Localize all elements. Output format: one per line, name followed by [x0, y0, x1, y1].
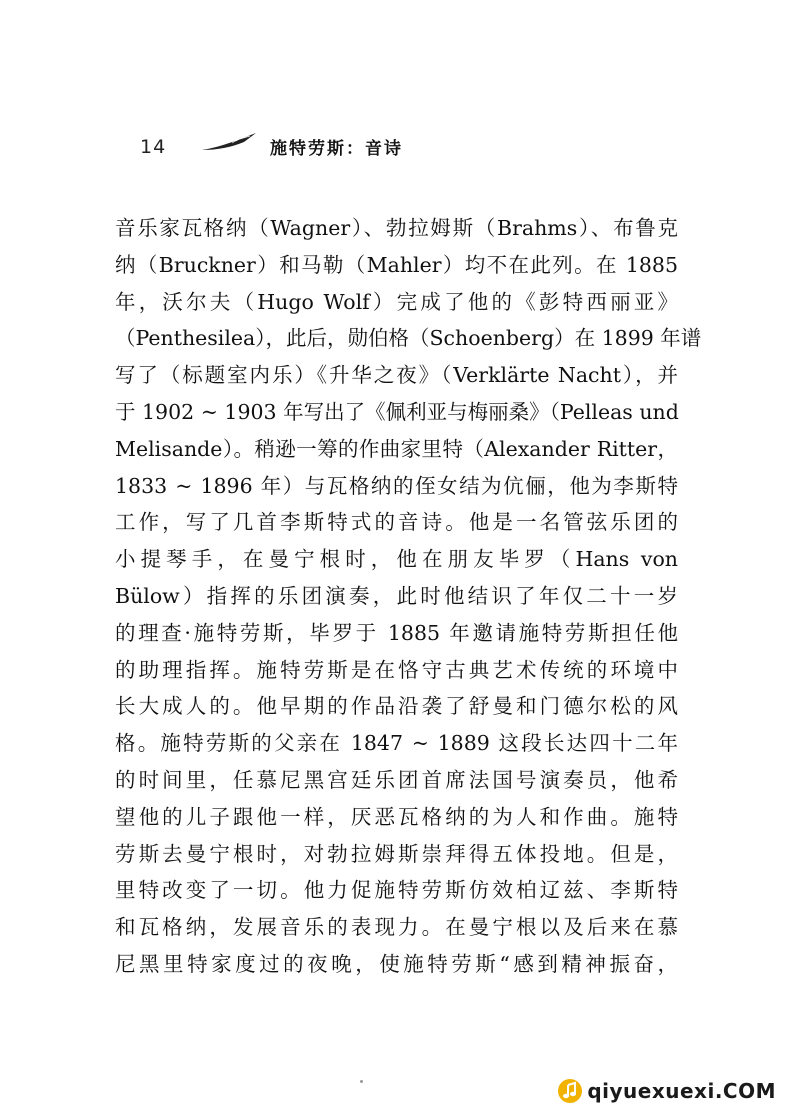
text-line: 长大成人的。他早期的作品沿袭了舒曼和门德尔松的风 [115, 694, 678, 719]
text-line: 1833 ~ 1896 年）与瓦格纳的侄女结为伉俪，他为李斯特 [115, 473, 678, 498]
text-line: 小提琴手，在曼宁根时，他在朋友毕罗（Hans von [115, 547, 678, 572]
body-paragraph [115, 210, 702, 983]
text-line: 里特改变了一切。他力促施特劳斯仿效柏辽兹、李斯特 [115, 878, 678, 903]
text-line: Bülow）指挥的乐团演奏，此时他结识了年仅二十一岁 [115, 583, 678, 608]
text-line: 音乐家瓦格纳（Wagner）、勃拉姆斯（Brahms）、布鲁克 [115, 216, 678, 240]
watermark-text: qiyuexuexi.COM [587, 1079, 776, 1103]
page-number: 14 [140, 136, 167, 158]
text-line: 望他的儿子跟他一样，厌恶瓦格纳的为人和作曲。施特 [115, 804, 678, 829]
text-line: 于 1902 ~ 1903 年写出了《佩利亚与梅丽桑》（Pelleas und [115, 399, 679, 424]
scan-speck [360, 1080, 363, 1083]
text-line: 格。施特劳斯的父亲在 1847 ~ 1889 这段长达四十二年 [115, 731, 678, 756]
text-line: 劳斯去曼宁根时，对勃拉姆斯崇拜得五体投地。但是， [115, 841, 678, 866]
text-line: 工作，写了几首李斯特式的音诗。他是一名管弦乐团的 [115, 510, 678, 535]
text-line: 的时间里，任慕尼黑宫廷乐团首席法国号演奏员，他希 [115, 767, 678, 792]
page-header [140, 128, 560, 162]
music-note-icon [557, 1078, 583, 1104]
text-line: 和瓦格纳，发展音乐的表现力。在曼宁根以及后来在慕 [115, 915, 678, 940]
quill-pen-icon [200, 132, 258, 154]
text-line: 写了（标题室内乐）《升华之夜》（Verklärte Nacht），并 [115, 363, 678, 388]
text-line: 尼黑里特家度过的夜晚，使施特劳斯“感到精神振奋， [115, 951, 678, 976]
running-title: 施特劳斯：音诗 [270, 139, 403, 159]
text-line: Melisande）。稍逊一筹的作曲家里特（Alexander Ritter， [115, 436, 678, 461]
text-line: 的理查·施特劳斯，毕罗于 1885 年邀请施特劳斯担任他 [115, 620, 678, 645]
site-watermark [557, 1074, 776, 1108]
text-line: 的助理指挥。施特劳斯是在恪守古典艺术传统的环境中 [115, 657, 678, 682]
text-line: （Penthesilea），此后，勋伯格（Schoenberg）在 1899 年谱 [115, 326, 702, 351]
text-line: 纳（Bruckner）和马勒（Mahler）均不在此列。在 1885 [115, 252, 678, 277]
text-line: 年，沃尔夫（Hugo Wolf）完成了他的《彭特西丽亚》 [115, 289, 678, 314]
